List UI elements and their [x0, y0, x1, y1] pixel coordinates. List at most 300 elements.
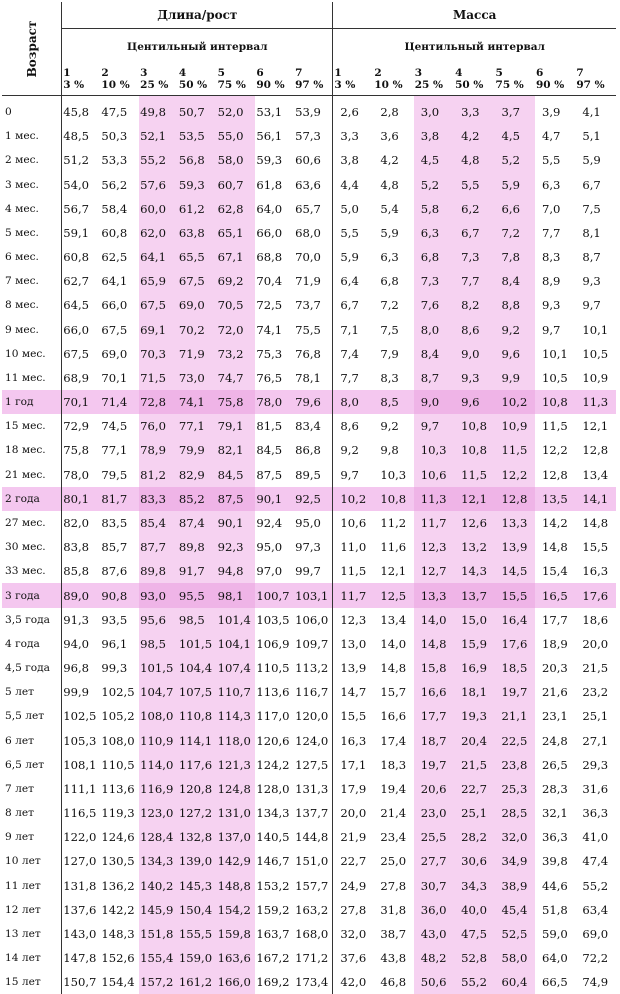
height-cell: 87,7 — [139, 535, 178, 559]
mass-cell: 13,4 — [373, 608, 413, 632]
height-cell: 117,0 — [255, 704, 294, 728]
age-cell: 13 лет — [2, 922, 62, 946]
height-cell: 116,5 — [62, 801, 101, 825]
mass-cell: 11,0 — [333, 535, 373, 559]
mass-cell: 34,3 — [454, 874, 494, 898]
mass-cell: 16,4 — [495, 608, 535, 632]
mass-cell: 4,2 — [373, 148, 413, 172]
height-cell: 168,0 — [294, 922, 333, 946]
height-cell: 56,2 — [100, 173, 139, 197]
mass-cell: 8,5 — [373, 390, 413, 414]
mass-cell: 3,7 — [495, 96, 535, 125]
mass-cell: 12,2 — [495, 463, 535, 487]
height-cell: 92,5 — [294, 487, 333, 511]
mass-cell: 7,7 — [454, 269, 494, 293]
mass-cell: 43,8 — [373, 946, 413, 970]
age-cell: 3 мес. — [2, 173, 62, 197]
mass-cell: 9,6 — [495, 342, 535, 366]
height-centile-label: 10 % — [100, 79, 139, 96]
mass-cell: 13,3 — [414, 583, 454, 607]
height-cell: 124,6 — [100, 825, 139, 849]
height-cell: 72,8 — [139, 390, 178, 414]
height-cell: 67,5 — [139, 293, 178, 317]
height-cell: 70,1 — [100, 366, 139, 390]
height-cell: 56,7 — [62, 197, 101, 221]
height-cell: 68,0 — [294, 221, 333, 245]
mass-cell: 36,3 — [535, 825, 575, 849]
mass-cell: 3,6 — [373, 124, 413, 148]
height-cell: 58,4 — [100, 197, 139, 221]
table-row — [2, 946, 616, 970]
height-cell: 82,1 — [217, 438, 256, 462]
height-cell: 72,0 — [217, 318, 256, 342]
height-cell: 64,1 — [100, 269, 139, 293]
mass-cell: 13,3 — [495, 511, 535, 535]
age-cell: 1 год — [2, 390, 62, 414]
height-cell: 69,1 — [139, 318, 178, 342]
mass-cell: 6,7 — [333, 293, 373, 317]
mass-cell: 5,9 — [373, 221, 413, 245]
height-cell: 99,3 — [100, 656, 139, 680]
height-cell: 70,4 — [255, 269, 294, 293]
height-centile-label: 50 % — [178, 79, 217, 96]
height-cell: 110,9 — [139, 728, 178, 752]
age-cell: 30 мес. — [2, 535, 62, 559]
height-cell: 76,0 — [139, 414, 178, 438]
height-cell: 89,8 — [178, 535, 217, 559]
mass-cell: 9,7 — [414, 414, 454, 438]
height-cell: 56,8 — [178, 148, 217, 172]
height-cell: 48,5 — [62, 124, 101, 148]
height-cell: 53,1 — [255, 96, 294, 125]
mass-cell: 20,0 — [575, 632, 616, 656]
mass-cell: 27,1 — [575, 728, 616, 752]
height-cell: 71,9 — [178, 342, 217, 366]
height-cell: 110,5 — [100, 753, 139, 777]
table-row — [2, 197, 616, 221]
mass-cell: 25,5 — [414, 825, 454, 849]
height-cell: 173,4 — [294, 970, 333, 994]
height-cell: 74,5 — [100, 414, 139, 438]
age-cell: 5,5 лет — [2, 704, 62, 728]
mass-cell: 5,9 — [333, 245, 373, 269]
mass-cell: 23,1 — [535, 704, 575, 728]
height-cell: 114,0 — [139, 753, 178, 777]
mass-cell: 30,6 — [454, 849, 494, 873]
height-cell: 81,2 — [139, 463, 178, 487]
mass-cell: 19,3 — [454, 704, 494, 728]
height-cell: 53,5 — [178, 124, 217, 148]
height-cell: 148,3 — [100, 922, 139, 946]
height-cell: 75,3 — [255, 342, 294, 366]
mass-cell: 5,8 — [414, 197, 454, 221]
mass-cell: 10,5 — [535, 366, 575, 390]
height-cell: 104,7 — [139, 680, 178, 704]
height-cell: 67,1 — [217, 245, 256, 269]
height-cell: 159,0 — [178, 946, 217, 970]
table-row — [2, 898, 616, 922]
mass-cell: 7,7 — [535, 221, 575, 245]
height-cell: 117,6 — [178, 753, 217, 777]
height-cell: 79,5 — [100, 463, 139, 487]
age-cell: 6,5 лет — [2, 753, 62, 777]
height-centile-label: 25 % — [139, 79, 178, 96]
mass-cell: 3,8 — [333, 148, 373, 172]
mass-centile-label: 90 % — [535, 79, 575, 96]
height-cell: 113,6 — [100, 777, 139, 801]
mass-cell: 9,0 — [414, 390, 454, 414]
height-cell: 151,8 — [139, 922, 178, 946]
table-row — [2, 96, 616, 125]
height-cell: 71,9 — [294, 269, 333, 293]
mass-cell: 9,3 — [454, 366, 494, 390]
height-cell: 131,3 — [294, 777, 333, 801]
mass-cell: 32,1 — [535, 801, 575, 825]
mass-cell: 6,3 — [535, 173, 575, 197]
mass-cell: 13,9 — [333, 656, 373, 680]
mass-cell: 8,3 — [535, 245, 575, 269]
mass-cell: 27,8 — [333, 898, 373, 922]
mass-cell: 8,0 — [333, 390, 373, 414]
height-cell: 62,8 — [217, 197, 256, 221]
mass-cell: 21,5 — [454, 753, 494, 777]
height-cell: 154,2 — [217, 898, 256, 922]
height-cell: 137,7 — [294, 801, 333, 825]
age-cell: 7 мес. — [2, 269, 62, 293]
table-body — [2, 96, 616, 994]
mass-cell: 55,2 — [454, 970, 494, 994]
height-cell: 127,0 — [62, 849, 101, 873]
height-cell: 139,0 — [178, 849, 217, 873]
height-cell: 84,5 — [255, 438, 294, 462]
height-cell: 68,9 — [62, 366, 101, 390]
mass-cell: 9,9 — [495, 366, 535, 390]
mass-cell: 46,8 — [373, 970, 413, 994]
height-cell: 51,2 — [62, 148, 101, 172]
height-cell: 110,7 — [217, 680, 256, 704]
height-cell: 77,1 — [178, 414, 217, 438]
height-cell: 108,0 — [100, 728, 139, 752]
mass-cell: 28,2 — [454, 825, 494, 849]
height-cell: 75,5 — [294, 318, 333, 342]
mass-cell: 12,3 — [414, 535, 454, 559]
mass-cell: 38,7 — [373, 922, 413, 946]
mass-cell: 9,3 — [575, 269, 616, 293]
height-cell: 98,5 — [139, 632, 178, 656]
mass-cell: 7,5 — [373, 318, 413, 342]
mass-cell: 18,9 — [535, 632, 575, 656]
table-row — [2, 221, 616, 245]
age-cell: 6 лет — [2, 728, 62, 752]
mass-cell: 55,2 — [575, 874, 616, 898]
height-cell: 83,8 — [62, 535, 101, 559]
mass-centile-label: 97 % — [575, 79, 616, 96]
height-cell: 95,0 — [255, 535, 294, 559]
mass-cell: 69,0 — [575, 922, 616, 946]
mass-cell: 8,9 — [535, 269, 575, 293]
mass-cell: 15,5 — [333, 704, 373, 728]
mass-cell: 19,4 — [373, 777, 413, 801]
mass-cell: 6,6 — [495, 197, 535, 221]
age-cell: 18 мес. — [2, 438, 62, 462]
height-cell: 71,5 — [139, 366, 178, 390]
height-cell: 59,1 — [62, 221, 101, 245]
mass-cell: 26,5 — [535, 753, 575, 777]
height-cell: 55,0 — [217, 124, 256, 148]
table-row — [2, 970, 616, 994]
height-cell: 151,0 — [294, 849, 333, 873]
age-cell: 10 мес. — [2, 342, 62, 366]
mass-column-number: 7 — [575, 65, 616, 79]
mass-cell: 11,3 — [575, 390, 616, 414]
height-cell: 108,1 — [62, 753, 101, 777]
height-column-number: 5 — [217, 65, 256, 79]
height-cell: 96,1 — [100, 632, 139, 656]
age-cell: 11 лет — [2, 874, 62, 898]
height-cell: 73,0 — [178, 366, 217, 390]
mass-cell: 6,3 — [414, 221, 454, 245]
height-cell: 92,3 — [217, 535, 256, 559]
mass-cell: 20,0 — [333, 801, 373, 825]
age-cell: 1 мес. — [2, 124, 62, 148]
mass-cell: 7,8 — [495, 245, 535, 269]
height-cell: 101,5 — [139, 656, 178, 680]
mass-cell: 13,0 — [333, 632, 373, 656]
age-cell: 15 мес. — [2, 414, 62, 438]
mass-cell: 8,6 — [454, 318, 494, 342]
height-cell: 87,5 — [255, 463, 294, 487]
mass-column-number: 2 — [373, 65, 413, 79]
age-cell: 2 мес. — [2, 148, 62, 172]
height-column-number: 2 — [100, 65, 139, 79]
mass-cell: 10,6 — [414, 463, 454, 487]
mass-cell: 6,8 — [373, 269, 413, 293]
height-cell: 70,5 — [217, 293, 256, 317]
height-cell: 148,8 — [217, 874, 256, 898]
mass-cell: 14,8 — [414, 632, 454, 656]
mass-cell: 21,6 — [535, 680, 575, 704]
height-cell: 106,9 — [255, 632, 294, 656]
table-row — [2, 777, 616, 801]
mass-cell: 12,3 — [333, 608, 373, 632]
mass-cell: 41,0 — [575, 825, 616, 849]
height-cell: 121,3 — [217, 753, 256, 777]
table-row — [2, 269, 616, 293]
mass-cell: 28,3 — [535, 777, 575, 801]
height-cell: 58,0 — [217, 148, 256, 172]
height-cell: 166,0 — [217, 970, 256, 994]
height-cell: 137,6 — [62, 898, 101, 922]
mass-cell: 45,4 — [495, 898, 535, 922]
mass-cell: 12,8 — [495, 487, 535, 511]
age-cell: 21 мес. — [2, 463, 62, 487]
mass-cell: 7,1 — [333, 318, 373, 342]
age-cell: 9 мес. — [2, 318, 62, 342]
mass-cell: 31,6 — [575, 777, 616, 801]
height-cell: 45,8 — [62, 96, 101, 125]
age-cell: 3,5 года — [2, 608, 62, 632]
table-row — [2, 583, 616, 607]
mass-cell: 44,6 — [535, 874, 575, 898]
mass-cell: 18,1 — [454, 680, 494, 704]
height-centile-label: 97 % — [294, 79, 333, 96]
height-cell: 81,5 — [255, 414, 294, 438]
age-cell: 27 мес. — [2, 511, 62, 535]
mass-cell: 4,1 — [575, 96, 616, 125]
mass-cell: 10,2 — [495, 390, 535, 414]
mass-cell: 3,9 — [535, 96, 575, 125]
height-cell: 57,3 — [294, 124, 333, 148]
mass-header: Масса — [333, 2, 616, 29]
height-cell: 153,2 — [255, 874, 294, 898]
table-row — [2, 173, 616, 197]
height-cell: 171,2 — [294, 946, 333, 970]
mass-cell: 12,1 — [575, 414, 616, 438]
height-cell: 50,7 — [178, 96, 217, 125]
height-cell: 85,8 — [62, 559, 101, 583]
table-row — [2, 438, 616, 462]
age-column-header — [2, 2, 62, 96]
mass-cell: 11,5 — [535, 414, 575, 438]
table-row — [2, 148, 616, 172]
height-cell: 62,0 — [139, 221, 178, 245]
mass-cell: 23,0 — [414, 801, 454, 825]
height-cell: 127,5 — [294, 753, 333, 777]
mass-cell: 5,2 — [495, 148, 535, 172]
height-cell: 49,8 — [139, 96, 178, 125]
mass-cell: 7,3 — [414, 269, 454, 293]
mass-cell: 38,9 — [495, 874, 535, 898]
height-cell: 60,8 — [62, 245, 101, 269]
height-cell: 75,8 — [217, 390, 256, 414]
mass-cell: 14,8 — [373, 656, 413, 680]
height-cell: 100,7 — [255, 583, 294, 607]
height-cell: 150,7 — [62, 970, 101, 994]
mass-cell: 10,8 — [373, 487, 413, 511]
height-cell: 59,3 — [255, 148, 294, 172]
height-cell: 85,7 — [100, 535, 139, 559]
mass-cell: 10,5 — [575, 342, 616, 366]
mass-cell: 18,3 — [373, 753, 413, 777]
height-cell: 86,8 — [294, 438, 333, 462]
table-row — [2, 656, 616, 680]
height-cell: 87,6 — [100, 559, 139, 583]
age-cell: 33 мес. — [2, 559, 62, 583]
table-row — [2, 608, 616, 632]
table-header — [2, 2, 616, 96]
mass-cell: 11,2 — [373, 511, 413, 535]
mass-cell: 6,3 — [373, 245, 413, 269]
mass-cell: 14,7 — [333, 680, 373, 704]
mass-cell: 6,2 — [454, 197, 494, 221]
height-cell: 105,2 — [100, 704, 139, 728]
height-cell: 50,3 — [100, 124, 139, 148]
mass-cell: 18,7 — [414, 728, 454, 752]
mass-cell: 16,3 — [333, 728, 373, 752]
mass-column-number: 4 — [454, 65, 494, 79]
mass-cell: 12,2 — [535, 438, 575, 462]
height-cell: 85,4 — [139, 511, 178, 535]
mass-cell: 11,5 — [333, 559, 373, 583]
height-cell: 97,0 — [255, 559, 294, 583]
mass-cell: 27,7 — [414, 849, 454, 873]
height-cell: 95,5 — [178, 583, 217, 607]
mass-cell: 15,9 — [454, 632, 494, 656]
height-cell: 102,5 — [62, 704, 101, 728]
mass-cell: 7,4 — [333, 342, 373, 366]
age-cell: 2 года — [2, 487, 62, 511]
mass-cell: 20,6 — [414, 777, 454, 801]
age-cell: 8 мес. — [2, 293, 62, 317]
height-cell: 95,6 — [139, 608, 178, 632]
table-row — [2, 487, 616, 511]
mass-cell: 52,5 — [495, 922, 535, 946]
mass-cell: 3,3 — [333, 124, 373, 148]
height-cell: 60,8 — [100, 221, 139, 245]
age-cell: 0 — [2, 96, 62, 125]
mass-cell: 21,5 — [575, 656, 616, 680]
height-cell: 143,0 — [62, 922, 101, 946]
height-cell: 157,7 — [294, 874, 333, 898]
mass-cell: 18,6 — [575, 608, 616, 632]
mass-cell: 19,7 — [414, 753, 454, 777]
mass-cell: 8,1 — [575, 221, 616, 245]
height-cell: 81,7 — [100, 487, 139, 511]
height-cell: 146,7 — [255, 849, 294, 873]
height-cell: 98,5 — [178, 608, 217, 632]
height-cell: 64,1 — [139, 245, 178, 269]
mass-cell: 11,5 — [495, 438, 535, 462]
mass-cell: 17,1 — [333, 753, 373, 777]
height-cell: 66,0 — [100, 293, 139, 317]
mass-cell: 22,5 — [495, 728, 535, 752]
height-cell: 161,2 — [178, 970, 217, 994]
height-cell: 78,1 — [294, 366, 333, 390]
mass-cell: 8,8 — [495, 293, 535, 317]
mass-cell: 4,4 — [333, 173, 373, 197]
mass-cell: 63,4 — [575, 898, 616, 922]
table-row — [2, 511, 616, 535]
height-cell: 123,0 — [139, 801, 178, 825]
mass-cell: 5,9 — [575, 148, 616, 172]
mass-cell: 59,0 — [535, 922, 575, 946]
mass-cell: 2,8 — [373, 96, 413, 125]
mass-cell: 7,6 — [414, 293, 454, 317]
mass-cell: 25,1 — [454, 801, 494, 825]
mass-column-number: 3 — [414, 65, 454, 79]
height-cell: 65,1 — [217, 221, 256, 245]
mass-centile-label: 75 % — [495, 79, 535, 96]
mass-column-number: 1 — [333, 65, 373, 79]
mass-cell: 52,8 — [454, 946, 494, 970]
mass-cell: 8,7 — [414, 366, 454, 390]
mass-cell: 12,8 — [535, 463, 575, 487]
mass-cell: 3,0 — [414, 96, 454, 125]
height-cell: 91,7 — [178, 559, 217, 583]
mass-cell: 50,6 — [414, 970, 454, 994]
height-cell: 91,3 — [62, 608, 101, 632]
height-cell: 134,3 — [139, 849, 178, 873]
mass-cell: 6,7 — [454, 221, 494, 245]
height-cell: 113,2 — [294, 656, 333, 680]
mass-cell: 7,0 — [535, 197, 575, 221]
mass-cell: 4,5 — [414, 148, 454, 172]
mass-cell: 9,7 — [535, 318, 575, 342]
mass-cell: 15,4 — [535, 559, 575, 583]
mass-cell: 13,2 — [454, 535, 494, 559]
mass-cell: 9,2 — [495, 318, 535, 342]
height-cell: 61,8 — [255, 173, 294, 197]
